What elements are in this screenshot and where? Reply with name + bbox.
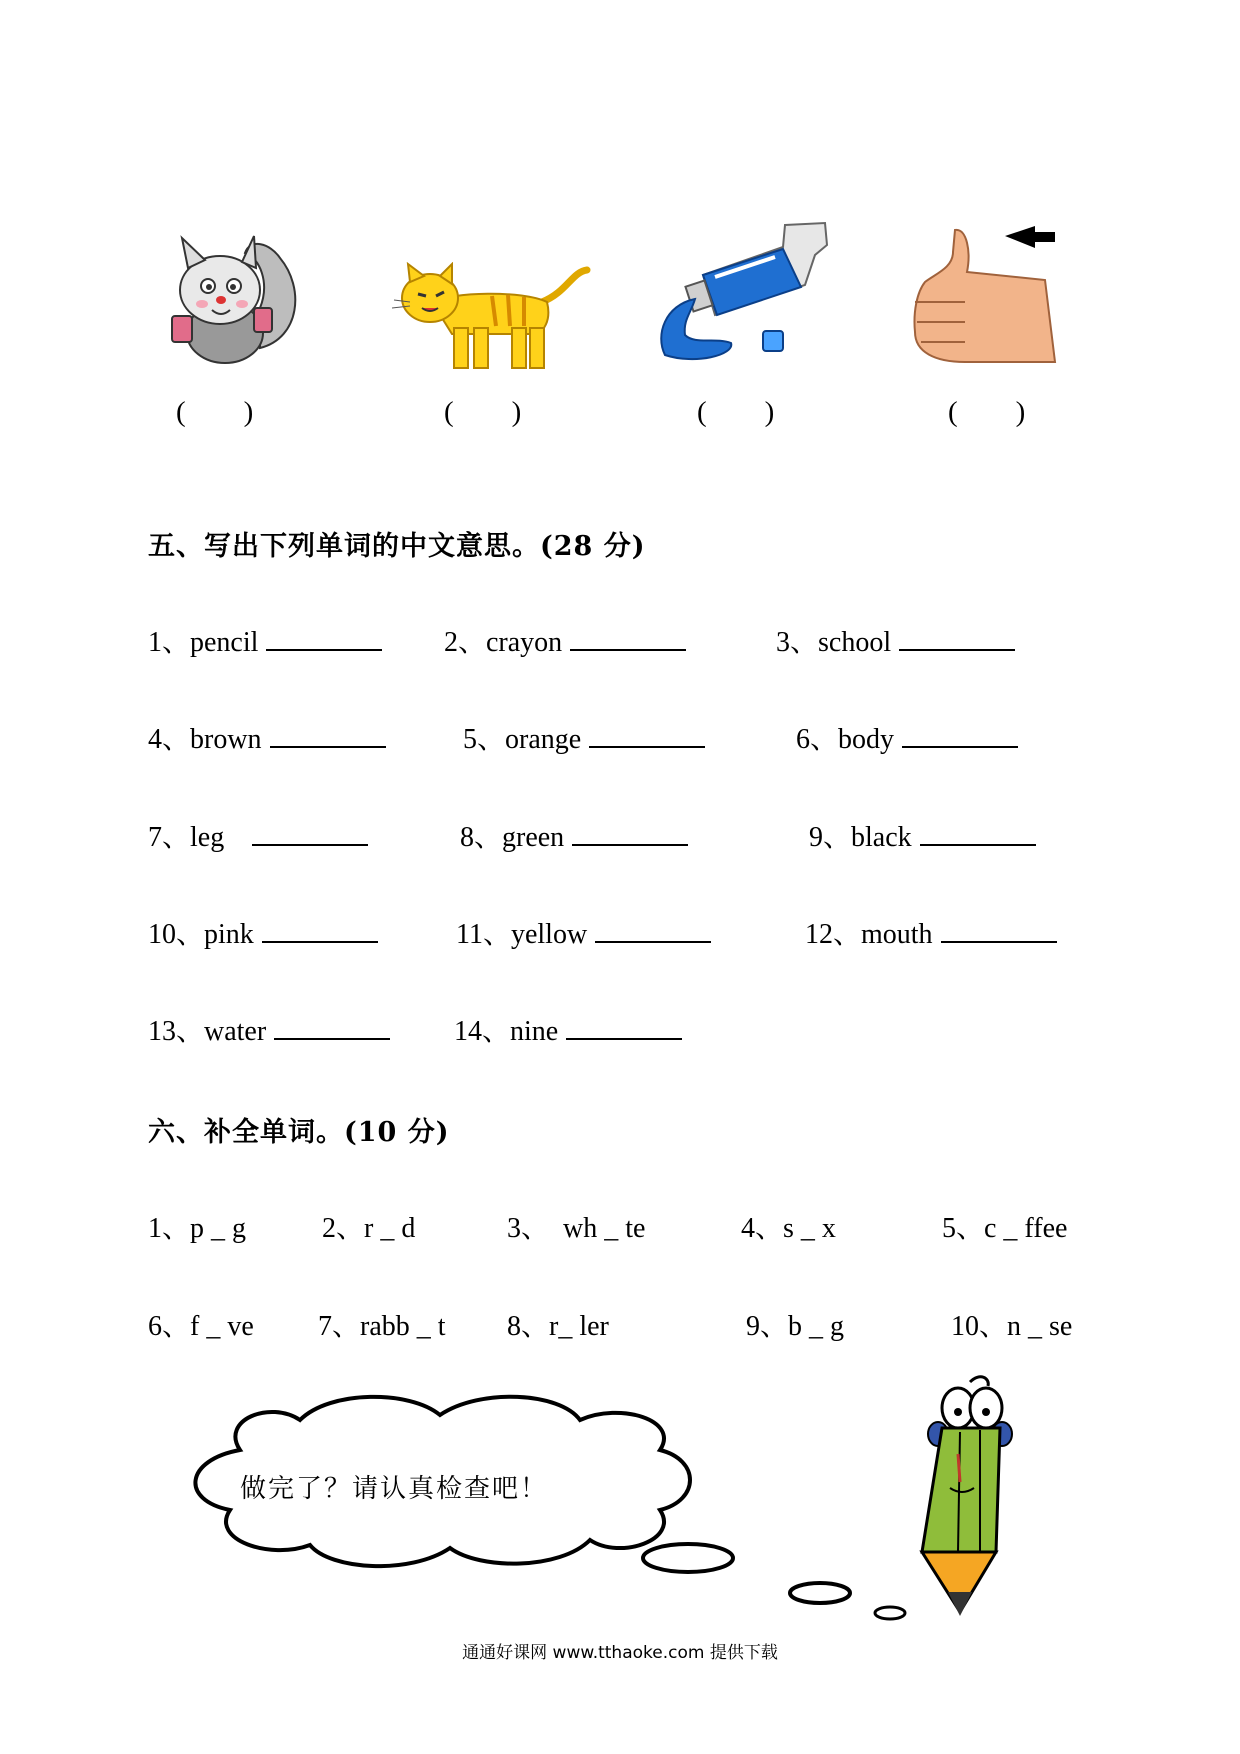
answer-blank[interactable] bbox=[566, 1037, 682, 1040]
answer-bracket: ( ) bbox=[444, 396, 522, 428]
vocab-item: 13、water bbox=[148, 1009, 390, 1049]
answer-bracket: ( ) bbox=[176, 396, 254, 428]
vocab-item: 9、black bbox=[809, 815, 1036, 855]
answer-blank[interactable] bbox=[920, 843, 1036, 846]
vocab-item: 14、nine bbox=[454, 1009, 682, 1049]
answer-blank[interactable] bbox=[941, 940, 1057, 943]
vocab-item: 6、body bbox=[796, 717, 1018, 757]
small-bubble bbox=[780, 1578, 860, 1608]
fill-word-item: 9、b _ g bbox=[746, 1311, 845, 1342]
thumb-icon bbox=[905, 222, 1065, 370]
vocab-item: 11、yellow bbox=[456, 912, 711, 952]
answer-blank[interactable] bbox=[589, 745, 705, 748]
fill-word-item: 5、c _ ffee bbox=[942, 1213, 1068, 1244]
vocab-item: 3、school bbox=[776, 620, 1015, 660]
fill-word-item: 4、s _ x bbox=[741, 1213, 836, 1244]
answer-blank[interactable] bbox=[252, 843, 368, 846]
pencil-character-icon bbox=[900, 1372, 1030, 1632]
vocab-item: 12、mouth bbox=[805, 912, 1057, 952]
answer-blank[interactable] bbox=[595, 940, 711, 943]
answer-blank[interactable] bbox=[262, 940, 378, 943]
vocab-item: 10、pink bbox=[148, 912, 378, 952]
answer-blank[interactable] bbox=[270, 745, 386, 748]
cat-icon bbox=[392, 262, 592, 377]
footer-text: 通通好课网 www.tthaoke.com 提供下载 bbox=[462, 1643, 778, 1663]
section-5-title: 五、写出下列单词的中文意思。(28 分) bbox=[148, 531, 646, 562]
vocab-item: 4、brown bbox=[148, 717, 386, 757]
vocab-item: 8、green bbox=[460, 815, 688, 855]
fill-word-item: 3、 wh _ te bbox=[507, 1213, 646, 1244]
vocab-item: 5、orange bbox=[463, 717, 705, 757]
fill-word-item: 2、r _ d bbox=[322, 1213, 416, 1244]
bubble-message: 做完了？请认真检查吧！ bbox=[240, 1474, 549, 1504]
fill-word-item: 7、rabb _ t bbox=[318, 1311, 446, 1342]
fill-word-item: 6、f _ ve bbox=[148, 1311, 254, 1342]
answer-bracket: ( ) bbox=[697, 396, 775, 428]
answer-bracket: ( ) bbox=[948, 396, 1026, 428]
answer-blank[interactable] bbox=[274, 1037, 390, 1040]
answer-blank[interactable] bbox=[899, 648, 1015, 651]
answer-blank[interactable] bbox=[902, 745, 1018, 748]
fill-word-item: 1、p _ g bbox=[148, 1213, 247, 1244]
vocab-item: 2、crayon bbox=[444, 620, 686, 660]
answer-blank[interactable] bbox=[266, 648, 382, 651]
section-6-title: 六、补全单词。(10 分) bbox=[148, 1117, 450, 1148]
fill-word-item: 10、n _ se bbox=[951, 1311, 1073, 1342]
squirrel-icon bbox=[150, 228, 310, 368]
paint-tube-icon bbox=[655, 215, 835, 375]
answer-blank[interactable] bbox=[570, 648, 686, 651]
vocab-item: 1、pencil bbox=[148, 620, 382, 660]
vocab-item: 7、leg bbox=[148, 815, 368, 855]
fill-word-item: 8、r_ ler bbox=[507, 1311, 609, 1342]
answer-blank[interactable] bbox=[572, 843, 688, 846]
